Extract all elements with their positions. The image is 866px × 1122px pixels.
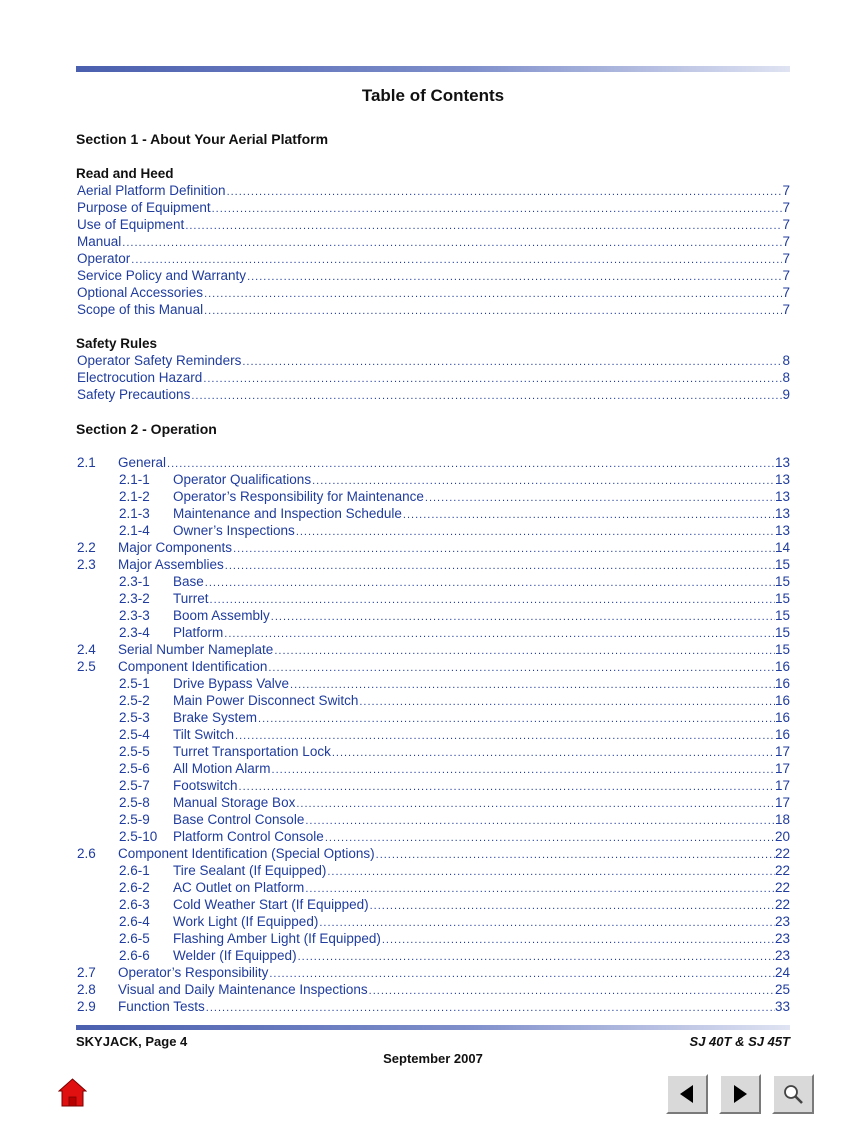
toc-entry[interactable] [77,200,790,217]
toc-page-number: 17 [774,761,790,776]
toc-entry[interactable] [77,965,790,982]
toc-page-number: 7 [782,268,790,283]
toc-entry[interactable] [77,897,790,914]
toc-entry[interactable] [77,914,790,931]
toc-entry[interactable] [77,608,790,625]
toc-number: 2.4 [77,642,96,657]
toc-number: 2.6-4 [119,914,150,929]
toc-label: Purpose of Equipment [77,200,211,215]
toc-page-number: 25 [774,982,790,997]
toc-label: General [118,455,167,470]
toc-number: 2.1-2 [119,489,150,504]
toc-entry[interactable] [77,761,790,778]
toc-entry[interactable] [77,778,790,795]
toc-label: Work Light (If Equipped) [173,914,319,929]
toc-label: Component Identification [118,659,268,674]
toc-number: 2.5-10 [119,829,158,844]
toc-entry[interactable] [77,812,790,829]
dot-leader [209,594,775,606]
toc-page-number: 15 [774,557,790,572]
dot-leader [121,237,782,249]
toc-label: AC Outlet on Platform [173,880,305,895]
dot-leader [424,492,775,504]
toc-number: 2.6 [77,846,96,861]
dot-leader [368,985,775,997]
dot-leader [166,458,775,470]
toc-entry[interactable] [77,829,790,846]
toc-number: 2.6-3 [119,897,150,912]
toc-label: Optional Accessories [77,285,204,300]
toc-number: 2.5-8 [119,795,150,810]
dot-leader [304,815,775,827]
toc-label: Turret Transportation Lock [173,744,331,759]
toc-label: Platform [173,625,224,640]
toc-page-number: 15 [774,642,790,657]
toc-number: 2.3-4 [119,625,150,640]
toc-number: 2.5-1 [119,676,150,691]
toc-entry[interactable] [77,795,790,812]
dot-leader [295,526,775,538]
toc-page-number: 7 [782,302,790,317]
dot-leader [268,968,775,980]
toc-page-number: 7 [782,200,790,215]
dot-leader [270,611,775,623]
toc-page-number: 23 [774,914,790,929]
toc-entry[interactable] [77,693,790,710]
toc-number: 2.3-3 [119,608,150,623]
header-rule [76,66,790,72]
footer-page-label: SKYJACK, Page 4 [76,1034,188,1049]
toc-page-number: 22 [774,863,790,878]
toc-label: Electrocution Hazard [77,370,203,385]
toc-page-number: 13 [774,455,790,470]
toc-page-number: 22 [774,880,790,895]
next-page-button[interactable] [719,1074,761,1114]
toc-label: All Motion Alarm [173,761,271,776]
toc-number: 2.3-2 [119,591,150,606]
toc-number: 2.6-2 [119,880,150,895]
toc-label: Operator’s Responsibility for Maintenance [173,489,424,504]
toc-page-number: 8 [782,370,790,385]
toc-entry[interactable] [77,557,790,574]
toc-number: 2.2 [77,540,96,555]
dot-leader [130,254,782,266]
dot-leader [226,186,783,198]
dot-leader [311,475,775,487]
toc-label: Platform Control Console [173,829,324,844]
dot-leader [203,288,782,300]
toc-number: 2.3-1 [119,574,150,589]
toc-number: 2.7 [77,965,96,980]
toc-label: Component Identification (Special Options) [118,846,375,861]
toc-label: Operator [77,251,131,266]
dot-leader [204,577,775,589]
toc-page-number: 22 [774,846,790,861]
page-title: Table of Contents [361,86,505,105]
dot-leader [234,730,775,742]
toc-page-number: 16 [774,693,790,708]
toc-entry[interactable] [77,591,790,608]
arrow-right-icon [729,1083,751,1105]
toc-entry[interactable] [77,625,790,642]
toc-label: Safety Precautions [77,387,191,402]
toc-page-number: 15 [774,574,790,589]
section-1-heading: Section 1 - About Your Aerial Platform [76,131,329,147]
toc-label: Main Power Disconnect Switch [173,693,359,708]
toc-entry[interactable] [77,455,790,472]
toc-label: Major Components [118,540,233,555]
toc-label: Use of Equipment [77,217,185,232]
toc-page-number: 15 [774,591,790,606]
toc-entry[interactable] [77,387,790,404]
toc-entry[interactable] [77,931,790,948]
toc-number: 2.1 [77,455,96,470]
toc-page-number: 7 [782,217,790,232]
toc-number: 2.5-6 [119,761,150,776]
toc-entry[interactable] [77,251,790,268]
dot-leader [295,798,775,810]
toc-label: Owner’s Inspections [173,523,295,538]
toc-number: 2.6-5 [119,931,150,946]
toc-label: Tilt Switch [173,727,235,742]
dot-leader [184,220,782,232]
toc-page-number: 13 [774,523,790,538]
toc-entry[interactable] [77,642,790,659]
toc-page-number: 16 [774,676,790,691]
toc-number: 2.5-4 [119,727,150,742]
dot-leader [267,662,775,674]
toc-number: 2.1-3 [119,506,150,521]
toc-entry[interactable] [77,710,790,727]
magnifier-icon [781,1082,805,1106]
toc-label: Turret [173,591,209,606]
toc-entry[interactable] [77,523,790,540]
toc-label: Cold Weather Start (If Equipped) [173,897,369,912]
toc-number: 2.5-2 [119,693,150,708]
toc-entry[interactable] [77,268,790,285]
toc-entry[interactable] [77,540,790,557]
toc-label: Manual [77,234,122,249]
dot-leader [271,764,775,776]
dot-leader [297,951,775,963]
toc-entry[interactable] [77,302,790,319]
previous-page-button[interactable] [666,1074,708,1114]
dot-leader [202,373,782,385]
toc-label: Aerial Platform Definition [77,183,226,198]
toc-entry[interactable] [77,880,790,897]
toc-label: Operator Safety Reminders [77,353,242,368]
toc-number: 2.5-3 [119,710,150,725]
dot-leader [324,832,775,844]
group-read-and-heed: Read and Heed [76,166,174,181]
arrow-left-icon [676,1083,698,1105]
dot-leader [205,1002,775,1014]
dot-leader [223,628,775,640]
toc-page-number: 9 [782,387,790,402]
toc-entry[interactable] [77,659,790,676]
dot-leader [358,696,775,708]
dot-leader [304,883,775,895]
toc-entry[interactable] [77,285,790,302]
toc-entry[interactable] [77,948,790,965]
toc-page-number: 7 [782,251,790,266]
toc-number: 2.1-4 [119,523,150,538]
toc-entry[interactable] [77,999,790,1016]
toc-page-number: 33 [774,999,790,1014]
dot-leader [257,713,775,725]
toc-number: 2.1-1 [119,472,150,487]
dot-leader [318,917,775,929]
toc-page-number: 14 [774,540,790,555]
footer-date: September 2007 [383,1051,483,1066]
dot-leader [190,390,782,402]
toc-page-number: 7 [782,183,790,198]
toc-label: Drive Bypass Valve [173,676,290,691]
search-button[interactable] [772,1074,814,1114]
toc-entry[interactable] [77,353,790,370]
dot-leader [241,356,782,368]
toc-entry[interactable] [77,744,790,761]
dot-leader [289,679,775,691]
toc-label: Serial Number Nameplate [118,642,274,657]
dot-leader [369,900,775,912]
toc-label: Welder (If Equipped) [173,948,297,963]
toc-number: 2.3 [77,557,96,572]
section-2-heading: Section 2 - Operation [76,421,217,437]
dot-leader [273,645,775,657]
dot-leader [326,866,775,878]
dot-leader [402,509,775,521]
toc-page-number: 24 [774,965,790,980]
toc-page-number: 22 [774,897,790,912]
toc-page-number: 17 [774,795,790,810]
toc-label: Function Tests [118,999,205,1014]
dot-leader [246,271,782,283]
dot-leader [381,934,775,946]
toc-label: Boom Assembly [173,608,270,623]
toc-label: Visual and Daily Maintenance Inspections [118,982,368,997]
toc-number: 2.5 [77,659,96,674]
toc-entry[interactable] [77,574,790,591]
toc-page-number: 16 [774,727,790,742]
toc-label: Major Assemblies [118,557,224,572]
toc-page-number: 15 [774,608,790,623]
toc-entry[interactable] [77,183,790,200]
toc-entry[interactable] [77,982,790,999]
toc-label: Base [173,574,204,589]
toc-label: Flashing Amber Light (If Equipped) [173,931,381,946]
toc-label: Brake System [173,710,258,725]
toc-entry[interactable] [77,846,790,863]
toc-page-number: 13 [774,506,790,521]
toc-page-number: 15 [774,625,790,640]
toc-number: 2.5-7 [119,778,150,793]
toc-number: 2.8 [77,982,96,997]
toc-number: 2.6-6 [119,948,150,963]
toc-page-number: 16 [774,659,790,674]
toc-entry[interactable] [77,863,790,880]
toc-page-number: 7 [782,234,790,249]
dot-leader [211,203,783,215]
footer-model-label: SJ 40T & SJ 45T [689,1034,790,1049]
dot-leader [375,849,775,861]
toc-entry[interactable] [77,489,790,506]
toc-entry[interactable] [77,676,790,693]
toc-page-number: 8 [782,353,790,368]
toc-number: 2.6-1 [119,863,150,878]
toc-number: 2.9 [77,999,96,1014]
toc-page-number: 13 [774,472,790,487]
toc-page-number: 23 [774,931,790,946]
toc-entry[interactable] [77,234,790,251]
toc-entry[interactable] [77,727,790,744]
dot-leader [232,543,775,555]
toc-entry[interactable] [77,472,790,489]
toc-page-number: 18 [774,812,790,827]
toc-number: 2.5-5 [119,744,150,759]
toc-page-number: 7 [782,285,790,300]
dot-leader [224,560,775,572]
toc-entry[interactable] [77,217,790,234]
toc-entry[interactable] [77,370,790,387]
toc-label: Operator Qualifications [173,472,312,487]
toc-label: Service Policy and Warranty [77,268,247,283]
toc-number: 2.5-9 [119,812,150,827]
toc-page-number: 17 [774,778,790,793]
toc-label: Maintenance and Inspection Schedule [173,506,402,521]
toc-label: Operator’s Responsibility [118,965,269,980]
toc-page-number: 13 [774,489,790,504]
toc-entry[interactable] [77,506,790,523]
dot-leader [203,305,782,317]
toc-label: Scope of this Manual [77,302,204,317]
toc-label: Manual Storage Box [173,795,296,810]
home-icon[interactable] [58,1078,87,1107]
dot-leader [331,747,775,759]
group-safety-rules: Safety Rules [76,336,158,351]
footer-rule [76,1025,790,1030]
dot-leader [238,781,775,793]
toc-page-number: 23 [774,948,790,963]
toc-label: Base Control Console [173,812,305,827]
toc-label: Footswitch [173,778,238,793]
toc-page-number: 17 [774,744,790,759]
toc-page-number: 20 [774,829,790,844]
toc-label: Tire Sealant (If Equipped) [173,863,327,878]
toc-page-number: 16 [774,710,790,725]
